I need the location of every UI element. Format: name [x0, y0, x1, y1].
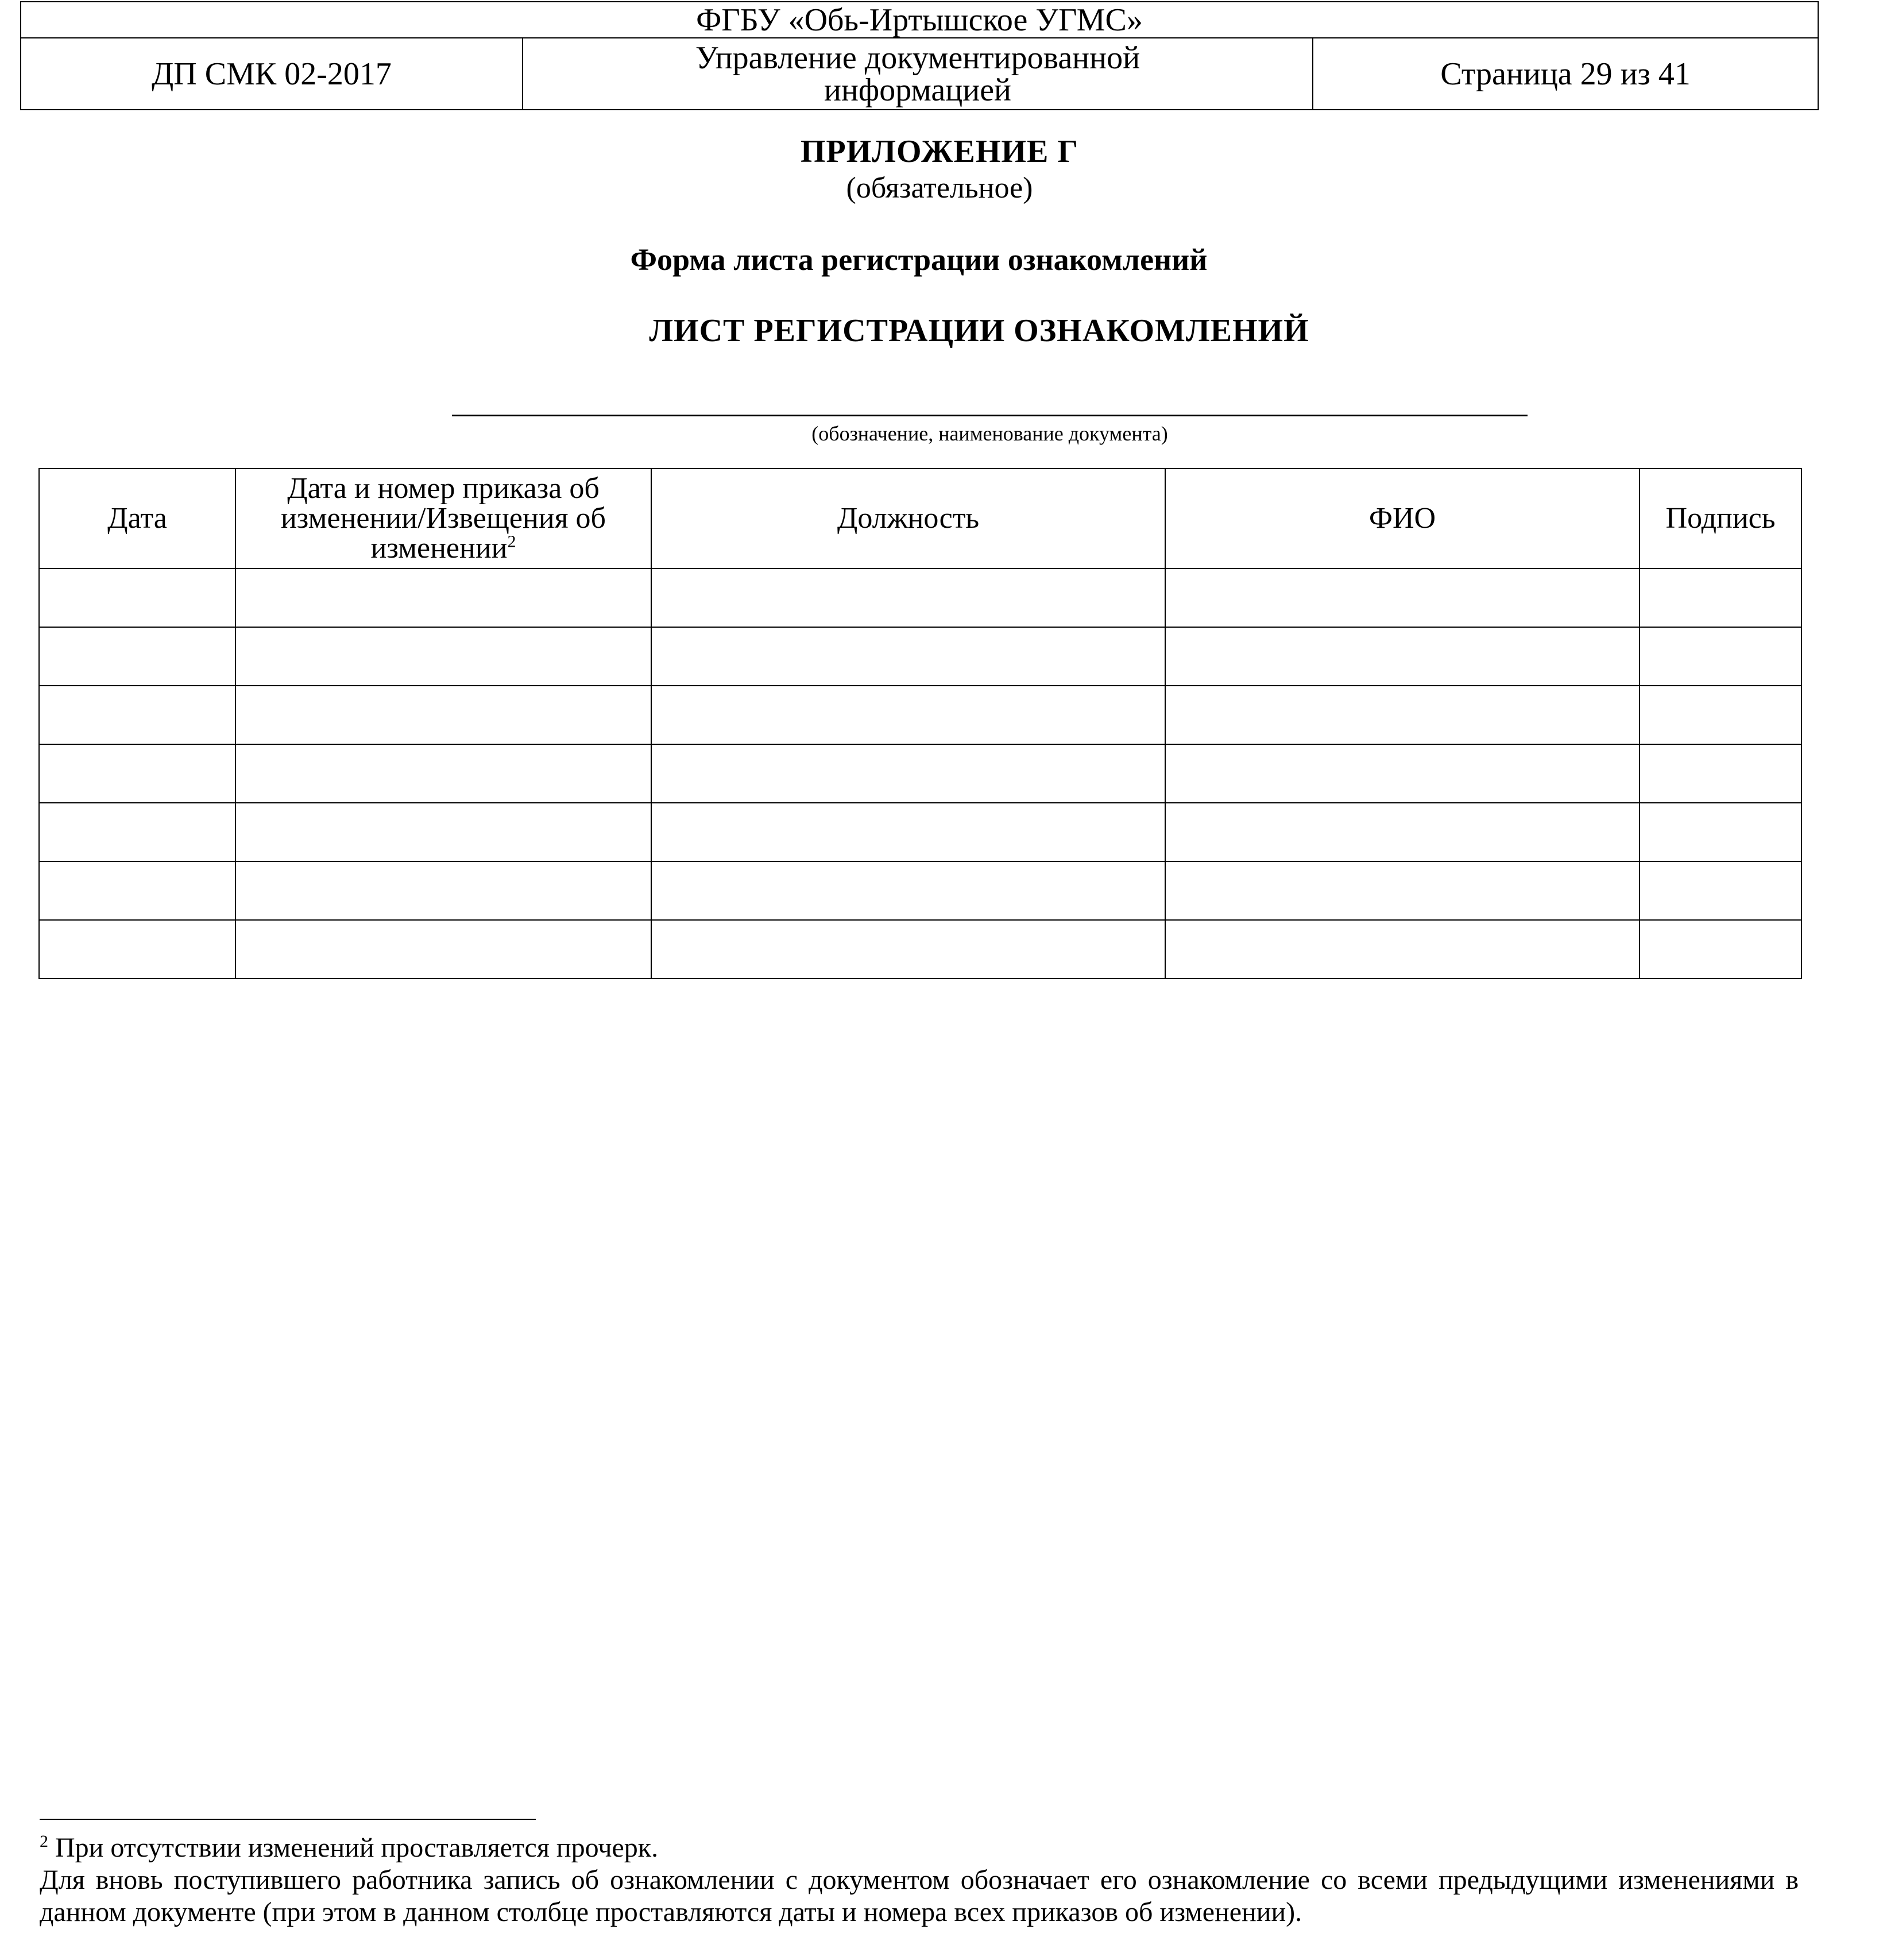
document-code: ДП СМК 02-2017: [21, 38, 523, 110]
table-cell-order[interactable]: [235, 920, 651, 979]
footnote-separator: [40, 1819, 536, 1820]
footnote-text-1: При отсутствии изменений проставляется прочерк.: [55, 1833, 659, 1863]
table-cell-signature[interactable]: [1640, 861, 1801, 920]
table-cell-position[interactable]: [651, 627, 1165, 686]
document-header: [20, 1, 1819, 110]
footnote-line-2: Для вновь поступившего работника запись об ознакомлении с документом обозначает его ознакомление со всеми предыдущими изменениями в данном документе (при этом в данном столбце проставляются даты и номера всех приказов об изменении).: [40, 1865, 1799, 1927]
table-cell-order[interactable]: [235, 686, 651, 744]
table-cell-signature[interactable]: [1640, 803, 1801, 861]
footnote-reference: 2: [507, 532, 516, 551]
column-header-date: Дата: [39, 469, 235, 569]
table-cell-order[interactable]: [235, 861, 651, 920]
table-cell-position[interactable]: [651, 861, 1165, 920]
table-cell-position[interactable]: [651, 920, 1165, 979]
table-cell-full-name[interactable]: [1165, 686, 1640, 744]
table-row: [39, 803, 1801, 861]
table-cell-position[interactable]: [651, 744, 1165, 803]
table-cell-order[interactable]: [235, 569, 651, 627]
footnote: [40, 1832, 1799, 1928]
table-row: [39, 686, 1801, 744]
table-cell-date[interactable]: [39, 686, 235, 744]
sheet-title: ЛИСТ РЕГИСТРАЦИИ ОЗНАКОМЛЕНИЙ: [649, 313, 1309, 349]
appendix-title: ПРИЛОЖЕНИЕ Г: [800, 134, 1079, 169]
document-name-caption: (обозначение, наименование документа): [811, 422, 1168, 445]
table-cell-position[interactable]: [651, 569, 1165, 627]
table-cell-full-name[interactable]: [1165, 569, 1640, 627]
table-cell-order[interactable]: [235, 744, 651, 803]
table-cell-date[interactable]: [39, 803, 235, 861]
table-row: [39, 627, 1801, 686]
page-info: Страница 29 из 41: [1313, 38, 1818, 110]
table-cell-order[interactable]: [235, 627, 651, 686]
table-cell-position[interactable]: [651, 686, 1165, 744]
section-title: [523, 38, 1313, 110]
registration-table: [38, 468, 1802, 979]
table-cell-signature[interactable]: [1640, 744, 1801, 803]
table-cell-date[interactable]: [39, 920, 235, 979]
organization-name: ФГБУ «Обь-Иртышское УГМС»: [21, 2, 1818, 38]
document-name-line: [452, 415, 1528, 416]
table-cell-order[interactable]: [235, 803, 651, 861]
table-row: [39, 569, 1801, 627]
table-cell-signature[interactable]: [1640, 920, 1801, 979]
table-cell-date[interactable]: [39, 627, 235, 686]
table-cell-signature[interactable]: [1640, 686, 1801, 744]
table-row: [39, 920, 1801, 979]
table-cell-date[interactable]: [39, 744, 235, 803]
column-header-full-name: ФИО: [1165, 469, 1640, 569]
table-cell-signature[interactable]: [1640, 627, 1801, 686]
column-header-signature: Подпись: [1640, 469, 1801, 569]
footnote-line-1: [40, 1832, 1799, 1864]
table-cell-date[interactable]: [39, 861, 235, 920]
column-header-position: Должность: [651, 469, 1165, 569]
table-cell-full-name[interactable]: [1165, 627, 1640, 686]
table-cell-signature[interactable]: [1640, 569, 1801, 627]
table-cell-full-name[interactable]: [1165, 861, 1640, 920]
table-cell-date[interactable]: [39, 569, 235, 627]
table-cell-full-name[interactable]: [1165, 744, 1640, 803]
table-header-row: [39, 469, 1801, 569]
column-header-order-text: Дата и номер приказа об изменении/Извещения об изменении: [280, 472, 606, 565]
table-cell-full-name[interactable]: [1165, 803, 1640, 861]
appendix-status: (обязательное): [846, 172, 1033, 204]
table-cell-full-name[interactable]: [1165, 920, 1640, 979]
column-header-order: [235, 469, 651, 569]
table-row: [39, 744, 1801, 803]
form-title: Форма листа регистрации ознакомлений: [630, 242, 1208, 277]
table-cell-position[interactable]: [651, 803, 1165, 861]
table-row: [39, 861, 1801, 920]
section-title-text: Управление документированной информацией: [695, 40, 1140, 108]
footnote-marker: 2: [40, 1832, 48, 1851]
